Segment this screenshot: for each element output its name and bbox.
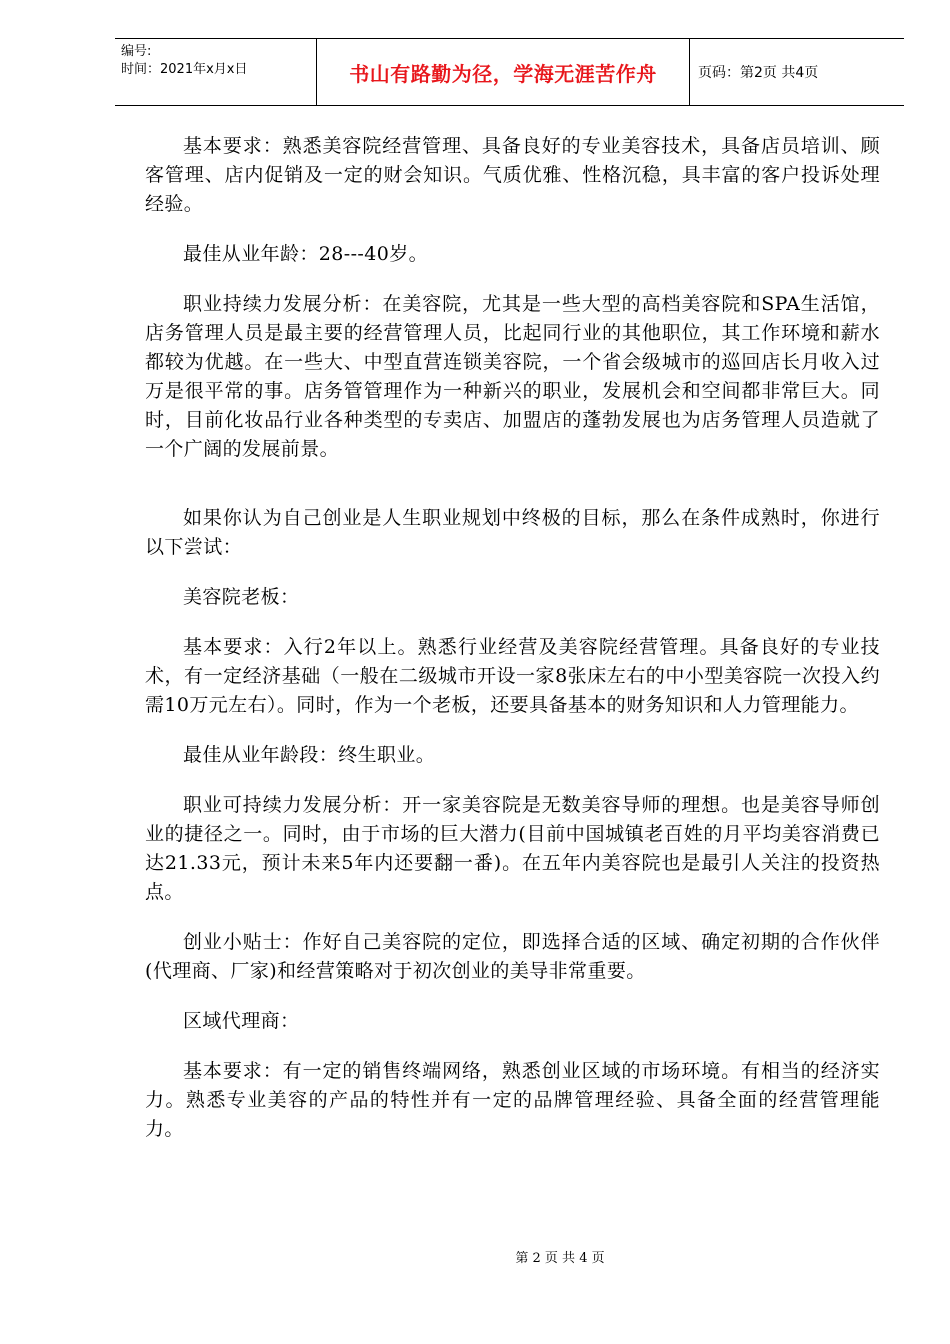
paragraph: 最佳从业年龄段：终生职业。 — [183, 744, 436, 766]
section-heading: 美容院老板： — [183, 586, 300, 608]
serial-number-label: 编号: — [121, 44, 152, 59]
header-motto-cell — [317, 39, 690, 105]
paragraph: 基本要求：有一定的销售终端网络，熟悉创业区域的市场环境。有相当的经济实力。熟悉专业美容的产品的特性并有一定的品牌管理经验、具备全面的经营管理能力。 — [145, 1060, 880, 1140]
paragraph: 职业可持续力发展分析：开一家美容院是无数美容导师的理想。也是美容导师创业的捷径之一。同时，由于市场的巨大潜力(目前中国城镇老百姓的月平均美容消费已达21.33元，预计未来5年内还要翻一番)。在五年内美容院也是最引人关注的投资热点。 — [145, 794, 880, 903]
paragraph: 创业小贴士：作好自己美容院的定位，即选择合适的区域、确定初期的合作伙伴(代理商、厂家)和经营策略对于初次创业的美导非常重要。 — [145, 931, 880, 982]
paragraph: 基本要求：熟悉美容院经营管理、具备良好的专业美容技术，具备店员培训、顾客管理、店内促销及一定的财会知识。气质优雅、性格沉稳，具丰富的客户投诉处理经验。 — [145, 135, 880, 215]
header-page-cell — [690, 39, 904, 105]
header-meta — [115, 39, 317, 105]
motto-text: 书山有路勤为径，学海无涯苦作舟 — [349, 61, 657, 86]
page-number-info: 页码：第2页 共4页 — [698, 65, 819, 81]
paragraph: 如果你认为自己创业是人生职业规划中终极的目标，那么在条件成熟时，你进行以下尝试： — [145, 507, 880, 558]
section-heading: 区域代理商： — [183, 1010, 300, 1032]
page-header — [115, 38, 904, 106]
document-body — [145, 132, 880, 1165]
date-label: 时间：2021年x月x日 — [121, 62, 248, 77]
paragraph: 职业持续力发展分析：在美容院，尤其是一些大型的高档美容院和SPA生活馆，店务管理人员是最主要的经营管理人员，比起同行业的其他职位，其工作环境和薪水都较为优越。在一些大、中型直营连锁美容院，一个省会级城市的巡回店长月收入过万是很平常的事。店务管管理作为一种新兴的职业，发展机会和空间都非常巨大。同时，目前化妆品行业各种类型的专卖店、加盟店的蓬勃发展也为店务管理人员造就了一个广阔的发展前景。 — [145, 293, 880, 460]
paragraph: 基本要求：入行2年以上。熟悉行业经营及美容院经营管理。具备良好的专业技术，有一定经济基础（一般在二级城市开设一家8张床左右的中小型美容院一次投入约需10万元左右）。同时，作为一个老板，还要具备基本的财务知识和人力管理能力。 — [145, 636, 880, 716]
paragraph: 最佳从业年龄：28---40岁。 — [183, 243, 429, 265]
page-footer: 第 2 页 共 4 页 — [515, 1251, 605, 1266]
